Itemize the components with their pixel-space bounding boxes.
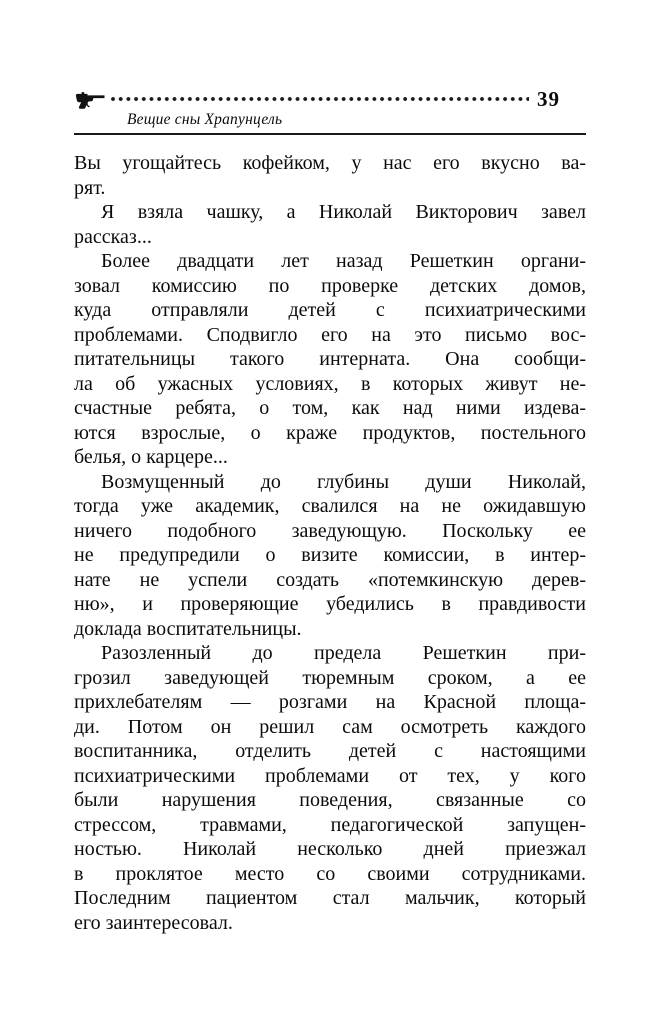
text-line: не предупредили о визите комиссии, в интер- xyxy=(74,544,586,566)
text-line: грозил заведующей тюремным сроком, а ее xyxy=(74,666,586,689)
text-line: Возмущенный до глубины души Николай, xyxy=(101,470,586,493)
header-rule xyxy=(74,133,586,135)
paragraph xyxy=(74,641,586,935)
text-line: ничего подобного заведующую. Поскольку ее xyxy=(74,519,586,542)
text-line: куда отправляли детей с психиатрическими xyxy=(74,299,586,321)
paragraph xyxy=(74,151,586,200)
text-line: стрессом, травмами, педагогической запущен- xyxy=(74,813,586,836)
page-header xyxy=(74,88,586,110)
revolver-icon xyxy=(74,89,105,110)
text-line: зовал комиссию по проверке детских домов, xyxy=(74,274,586,297)
text-line: Я взяла чашку, а Николай Викторович завел xyxy=(101,201,586,223)
text-line: рассказ... xyxy=(74,225,152,248)
text-line: проблемами. Сподвигло его на это письмо вос- xyxy=(74,323,586,346)
paragraph xyxy=(74,200,586,249)
text-line: Разозленный до предела Решеткин при- xyxy=(101,642,586,664)
page-number: 39 xyxy=(537,86,560,111)
text-line: ла об ужасных условиях, в которых живут не- xyxy=(74,372,586,395)
paragraph xyxy=(74,249,586,470)
page-body xyxy=(74,151,586,935)
text-line: ди. Потом он решил сам осмотреть каждого xyxy=(74,715,586,738)
text-line: нате не успели создать «потемкинскую дерев- xyxy=(74,568,586,591)
running-title: Вещие сны Храпунцель xyxy=(127,111,283,128)
text-line: Последним пациентом стал мальчик, который xyxy=(74,887,586,909)
text-line: ню», и проверяющие убедились в правдивости xyxy=(74,593,586,615)
text-line: белья, о карцере... xyxy=(74,446,228,468)
text-line: ются взрослые, о краже продуктов, постельного xyxy=(74,421,586,444)
text-line: в проклятое место со своими сотрудниками. xyxy=(74,862,586,885)
text-line: доклада воспитательницы. xyxy=(74,617,302,640)
text-line: были нарушения поведения, связанные со xyxy=(74,789,586,811)
dotted-leader xyxy=(110,96,529,102)
text-line: счастные ребята, о том, как над ними издева- xyxy=(74,397,586,419)
text-line: тогда уже академик, свалился на не ожидавшую xyxy=(74,495,586,517)
text-line: Более двадцати лет назад Решеткин органи- xyxy=(101,250,586,272)
text-line: питательницы такого интерната. Она сообщи- xyxy=(74,348,586,370)
text-line: ностью. Николай несколько дней приезжал xyxy=(74,838,586,860)
paragraph xyxy=(74,470,586,642)
text-line: рят. xyxy=(74,176,106,199)
text-line: его заинтересовал. xyxy=(74,911,233,934)
text-line: воспитанника, отделить детей с настоящими xyxy=(74,740,586,762)
text-line: прихлебателям — розгами на Красной площа- xyxy=(74,691,586,713)
text-line: психиатрическими проблемами от тех, у кого xyxy=(74,764,586,787)
paragraphs xyxy=(74,151,586,935)
text-line: Вы угощайтесь кофейком, у нас его вкусно ва- xyxy=(74,152,586,174)
